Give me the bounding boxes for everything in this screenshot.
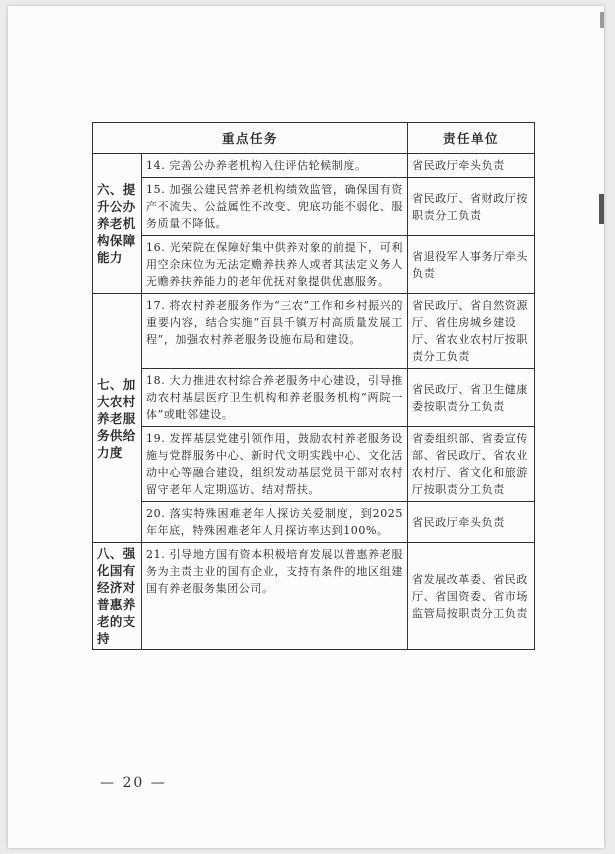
category-cell: 六、提升公办养老机构保障能力 (93, 154, 142, 294)
page-number: — 20 — (100, 775, 167, 791)
task-cell: 16. 光荣院在保障好集中供养对象的前提下，可利用空余床位为无法定赡养扶养人或者其法定义务人无赡养扶养能力的老年优抚对象提供优惠服务。 (142, 236, 408, 294)
category-cell: 七、加大农村养老服务供给力度 (93, 294, 142, 543)
task-cell: 20. 落实特殊困难老年人探访关爱制度，到2025年年底，特殊困难老年人月探访率达到100%。 (142, 502, 408, 543)
unit-cell: 省民政厅、省财政厅按职责分工负责 (408, 178, 535, 236)
task-cell: 18. 大力推进农村综合养老服务中心建设，引导推动农村基层医疗卫生机构和养老服务机构“两院一体”或毗邻建设。 (142, 369, 408, 427)
table-row (93, 369, 535, 427)
table-row (93, 543, 535, 650)
table-row (93, 178, 535, 236)
unit-cell: 省委组织部、省委宣传部、省民政厅、省农业农村厅、省文化和旅游厅按职责分工负责 (408, 427, 535, 502)
header-task: 重点任务 (93, 123, 408, 154)
table-row (93, 427, 535, 502)
unit-cell: 省民政厅牵头负责 (408, 502, 535, 543)
table-row (93, 294, 535, 369)
task-cell: 17. 将农村养老服务作为“三农”工作和乡村振兴的重要内容，结合实施“百县千镇万村高质量发展工程”，加强农村养老服务设施布局和建设。 (142, 294, 408, 369)
unit-cell: 省民政厅、省卫生健康委按职责分工负责 (408, 369, 535, 427)
task-cell: 14. 完善公办养老机构入住评估轮候制度。 (142, 154, 408, 178)
header-unit: 责任单位 (408, 123, 535, 154)
unit-cell: 省民政厅、省自然资源厅、省住房城乡建设厅、省农业农村厅按职责分工负责 (408, 294, 535, 369)
scan-edge-mark (600, 12, 604, 28)
task-table (92, 122, 535, 650)
table-header-row (93, 123, 535, 154)
document-page (8, 6, 604, 848)
table-row (93, 236, 535, 294)
unit-cell: 省民政厅牵头负责 (408, 154, 535, 178)
task-cell: 19. 发挥基层党建引领作用，鼓励农村养老服务设施与党群服务中心、新时代文明实践中心、文化活动中心等融合建设，组织发动基层党员干部对农村留守老年人定期巡访、结对帮扶。 (142, 427, 408, 502)
task-cell: 15. 加强公建民营养老机构绩效监管，确保国有资产不流失、公益属性不改变、兜底功能不弱化、服务质量不降低。 (142, 178, 408, 236)
unit-cell: 省退役军人事务厅牵头负责 (408, 236, 535, 294)
category-cell: 八、强化国有经济对普惠养老的支持 (93, 543, 142, 650)
unit-cell: 省发展改革委、省民政厅、省国资委、省市场监管局按职责分工负责 (408, 543, 535, 650)
table-row (93, 154, 535, 178)
scan-edge-mark (599, 194, 604, 224)
table-row (93, 502, 535, 543)
task-cell: 21. 引导地方国有资本积极培育发展以普惠养老服务为主责主业的国有企业，支持有条件的地区组建国有养老服务集团公司。 (142, 543, 408, 650)
